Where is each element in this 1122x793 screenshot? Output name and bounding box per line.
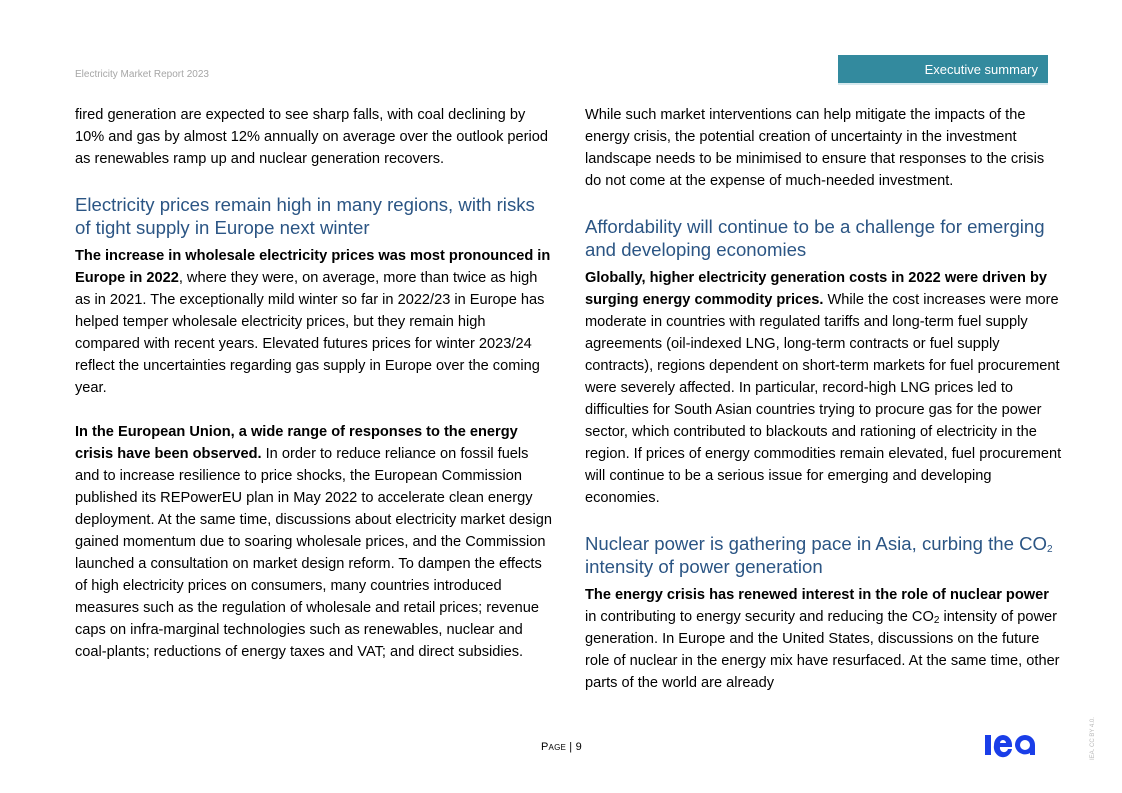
lead-bold: In the European Union, a wide range of responses to the energy crisis have been observed. xyxy=(75,424,518,462)
section-tab-executive-summary: Executive summary xyxy=(838,55,1048,83)
right-column xyxy=(585,104,1063,694)
paragraph-eu-responses: In the European Union, a wide range of responses to the energy crisis have been observed. In order to reduce reliance on fossil fuels and to increase resilience to price shocks, the European Commission published its REPowerEU plan in May 2022 to accelerate clean energy deployment. At the same time, discussions about electricity market design gained momentum due to soaring wholesale prices, and the Commission launched a consultation on market design reform. To dampen the effects of high electricity prices on consumers, many countries introduced measures such as the regulation of wholesale and retail prices; revenue caps on infra-marginal technologies such as renewables, nuclear and coal-plants; reductions of energy taxes and VAT; and direct subsidies. xyxy=(75,424,552,660)
left-column xyxy=(75,104,553,663)
report-title: Electricity Market Report 2023 xyxy=(75,69,209,80)
page-number: PAGE | 9 xyxy=(541,741,582,753)
paragraph-wholesale-prices: The increase in wholesale electricity prices was most pronounced in Europe in 2022, where they were, on average, more than twice as high as in 2021. The exceptionally mild winter so far in 2022/23 in Europe has helped temper wholesale electricity prices, but they remain high compared with recent years. Elevated futures prices for winter 2023/24 reflect the uncertainties regarding gas supply in Europe over the coming year. xyxy=(75,248,551,396)
heading-affordability: Affordability will continue to be a challenge for emerging and developing economies xyxy=(585,216,1045,260)
license-text: IEA. CC BY 4.0. xyxy=(1090,717,1096,760)
paragraph-generation-costs: Globally, higher electricity generation costs in 2022 were driven by surging energy commodity prices. While the cost increases were more moderate in countries with regulated tariffs and long-term fuel supply agreements (oil-indexed LNG, long-term contracts or fuel supply contracts), regions dependent on short-term markets for fuel procurement were severely affected. In particular, record-high LNG prices led to difficulties for South Asian countries trying to procure gas for the power sector, which contributed to blackouts and rationing of electricity in the region. If prices of energy commodities remain elevated, fuel procurement will continue to be a serious issue for emerging and developing economies. xyxy=(585,270,1062,506)
intro-paragraph-right: While such market interventions can help mitigate the impacts of the energy crisis, the potential creation of uncertainty in the investment landscape needs to be minimised to ensure that responses to the crisis do not come at the expense of much-needed investment. xyxy=(585,107,1045,189)
lead-bold: Globally, higher electricity generation costs in 2022 were driven by surging energy commodity prices. xyxy=(585,270,1048,308)
heading-nuclear-power: Nuclear power is gathering pace in Asia, curbing the $CO_2$ intensity of power generation xyxy=(585,533,1053,577)
paragraph-nuclear-interest: The energy crisis has renewed interest in the role of nuclear power in contributing to energy security and reducing the $CO_2$ intensity of power generation. In Europe and the United States, discussions on the future role of nuclear in the energy mix have resurfaced. At the same time, other parts of the world are already xyxy=(585,587,1060,691)
iea-logo-icon xyxy=(984,731,1046,764)
lead-bold: The energy crisis has renewed interest in the role of nuclear power xyxy=(585,587,1049,603)
section-tab-underline xyxy=(838,83,1048,85)
heading-electricity-prices: Electricity prices remain high in many regions, with risks of tight supply in Europe next winter xyxy=(75,194,535,238)
intro-paragraph-left: fired generation are expected to see sharp falls, with coal declining by 10% and gas by almost 12% annually on average over the outlook period as renewables ramp up and nuclear generation recovers. xyxy=(75,107,548,167)
lead-bold: The increase in wholesale electricity prices was most pronounced in Europe in 2022 xyxy=(75,248,551,286)
